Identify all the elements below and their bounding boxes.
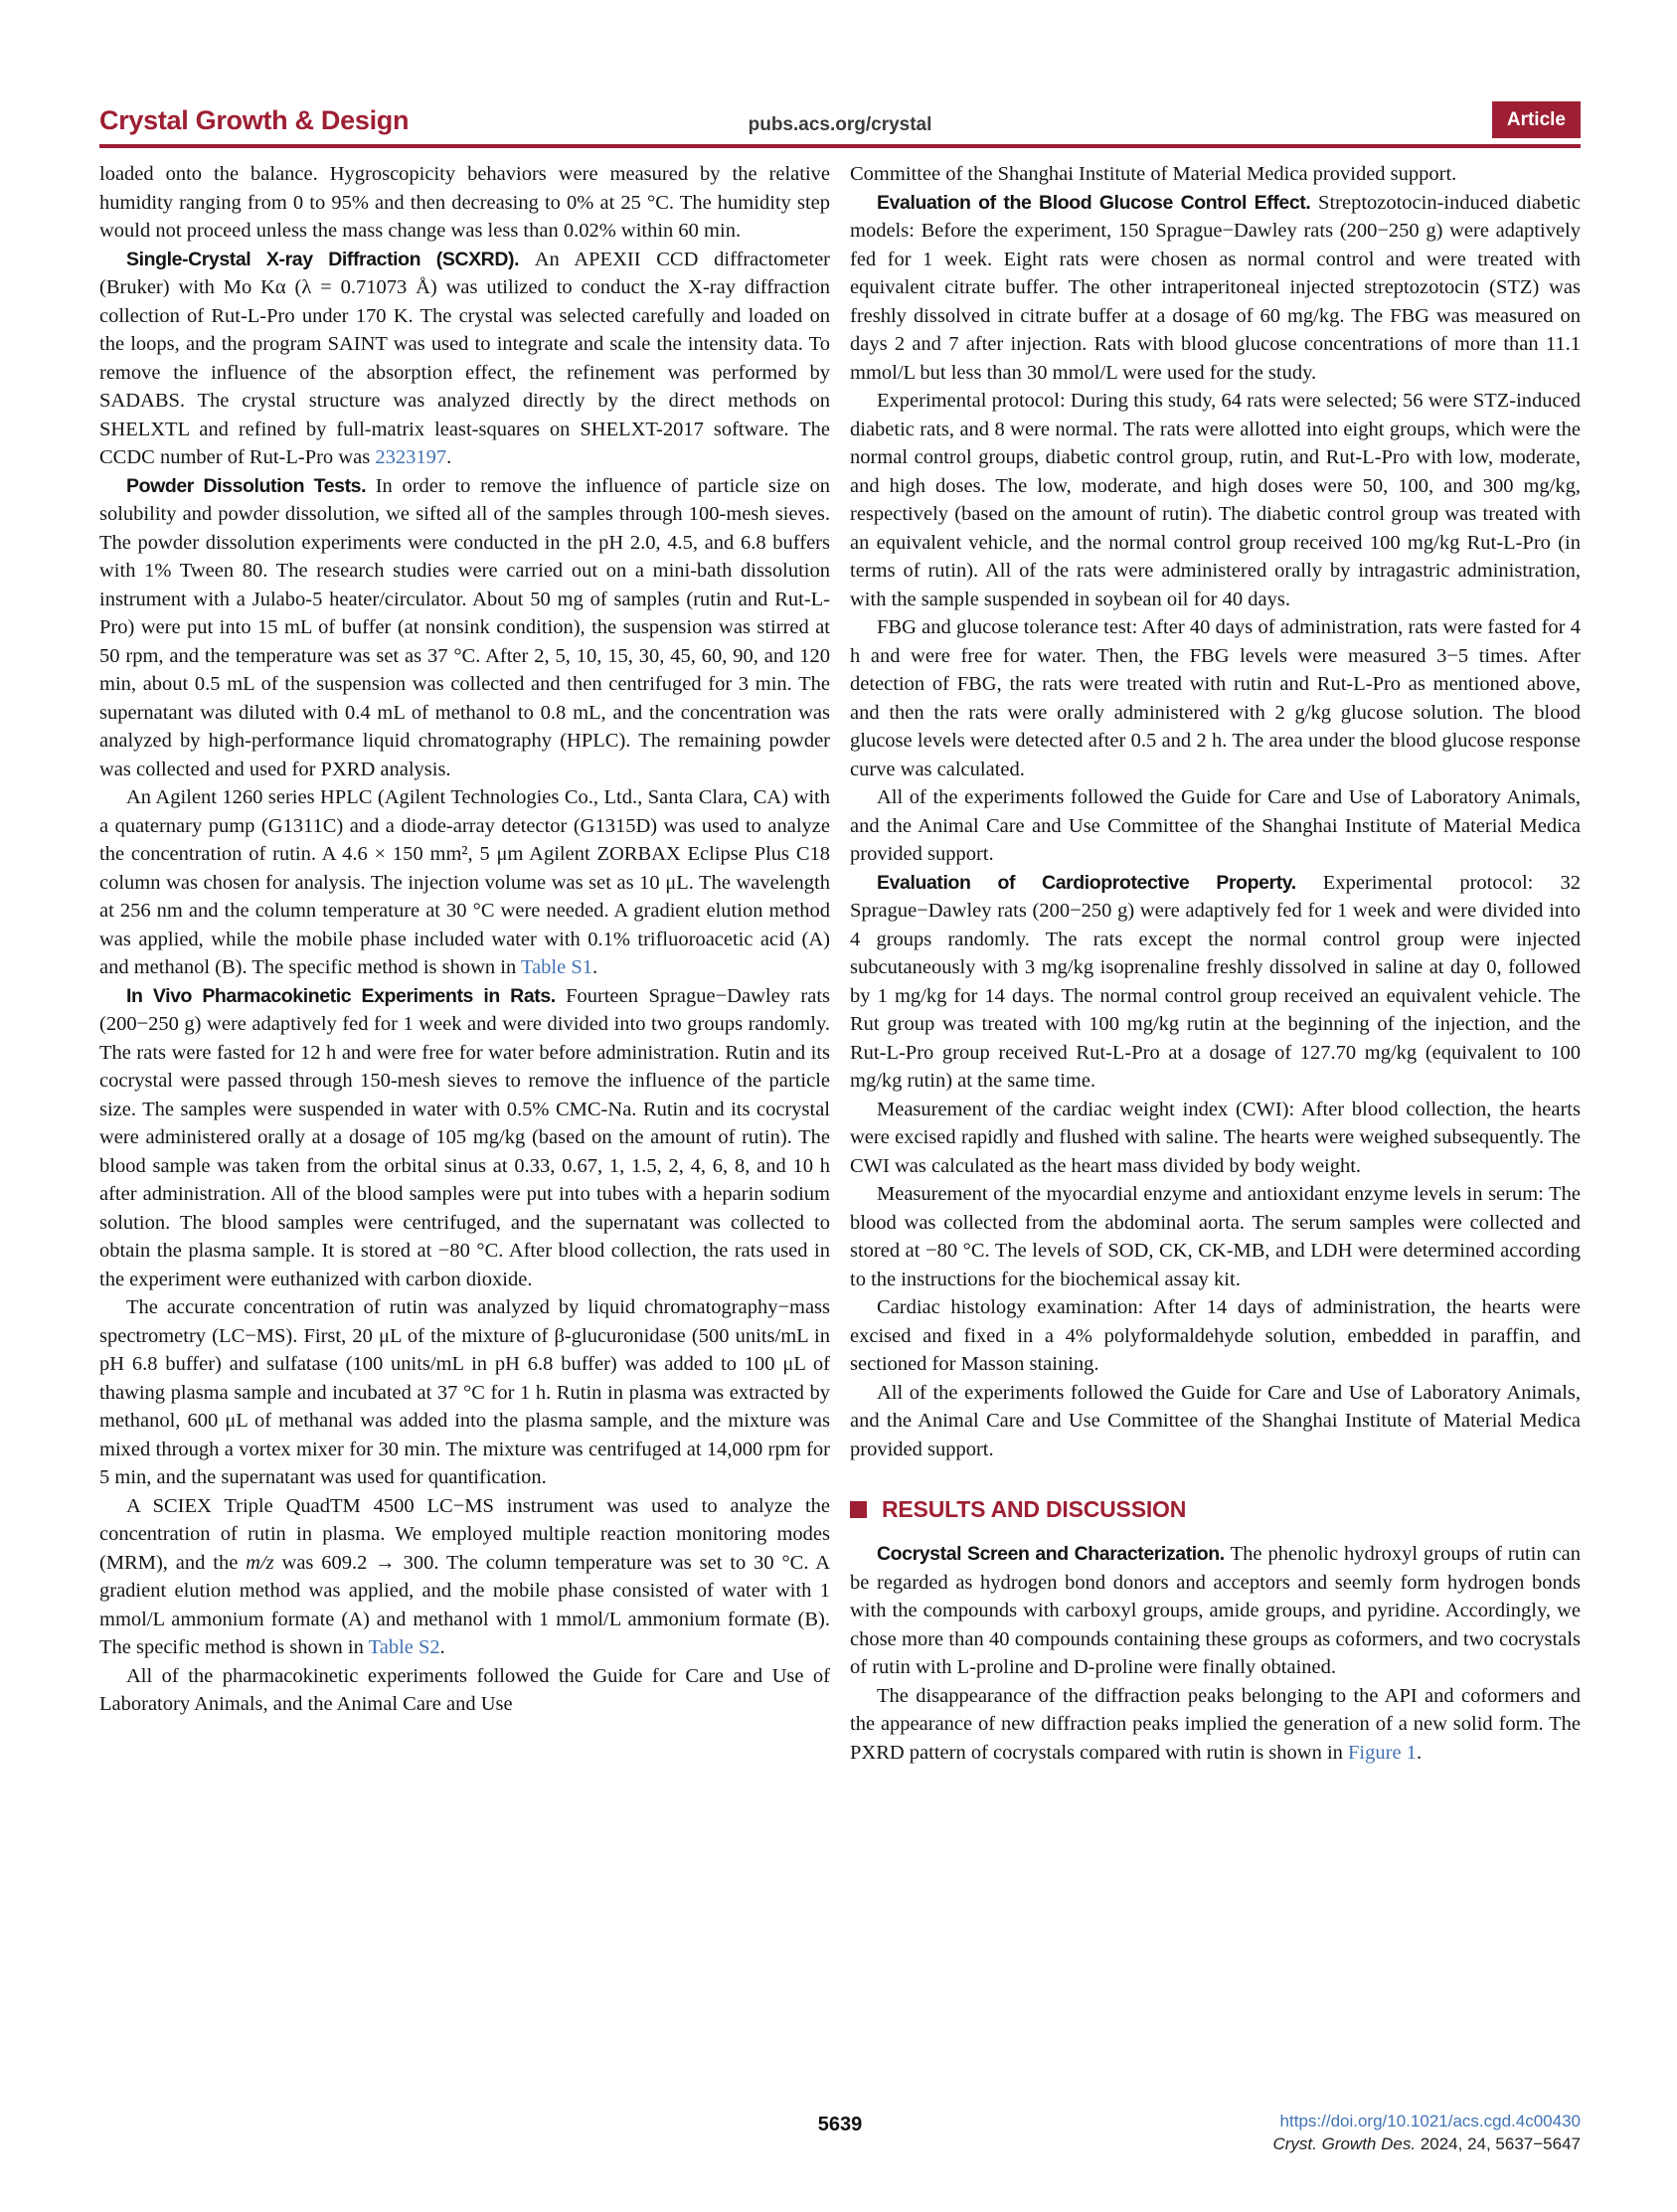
paragraph: [850, 869, 1581, 1096]
citation-journal-abbrev: Cryst. Growth Des.: [1272, 2134, 1417, 2153]
run-in-heading: Cocrystal Screen and Characterization.: [877, 1543, 1231, 1566]
body-text: .: [592, 956, 598, 978]
body-text: In order to remove the influence of particle size on solubility and powder dissolution, we sifted all of the samples through 100-mesh sieves. The powder dissolution experiments were conducted in the pH 2.0, 4.5, and 6.8 buffers with 1% Tween 80. The research studies were carried out on a mini-bath dissolution instrument with a Julabo-5 heater/circulator. About 50 mg of samples (rutin and Rut-L-Pro) were put into 15 mL of buffer (at nonsink condition), the suspension was stirred at 50 rpm, and the temperature was set as 37 °C. After 2, 5, 10, 15, 30, 45, 60, 90, and 120 min, about 0.5 mL of the suspension was collected and then centrifuged for 3 min. The supernatant was diluted with 0.4 mL of methanol to 0.8 mL, and the concentration was analyzed by high-performance liquid chromatography (HPLC). The remaining powder was collected and used for PXRD analysis.: [99, 474, 830, 780]
body-text: .: [446, 446, 452, 468]
body-text: .: [1416, 1741, 1423, 1764]
paragraph: [850, 160, 1581, 189]
paragraph: [99, 1293, 830, 1492]
body-text: A SCIEX Triple QuadTM 4500 LC−MS instrument was used to analyze the concentration of rutin in plasma. We employed multiple reaction monitoring modes (MRM), and the: [99, 1494, 830, 1574]
body-text: The accurate concentration of rutin was analyzed by liquid chromatography−mass spectrometry (LC−MS). First, 20 μL of the mixture of β-glucuronidase (500 units/mL in pH 6.8 buffer) and sulfatase (100 units/mL in pH 6.8 buffer) was added to 100 μL of thawing plasma sample and incubated at 37 °C for 1 h. Rutin in plasma was extracted by methanol, 600 μL of methanal was added into the plasma sample, and the mixture was mixed through a vortex mixer for 30 min. The mixture was centrifuged at 14,000 rpm for 5 min, and the supernatant was used for quantification.: [99, 1296, 830, 1488]
section-heading-text: RESULTS AND DISCUSSION: [882, 1496, 1187, 1522]
italic-text: m/z: [246, 1551, 274, 1574]
body-text: Committee of the Shanghai Institute of Material Medica provided support.: [850, 163, 1457, 185]
doi-link[interactable]: https://doi.org/10.1021/acs.cgd.4c00430: [1279, 2112, 1581, 2130]
body-text: Cardiac histology examination: After 14 days of administration, the hearts were excised and fixed in a 4% polyformaldehyde solution, embedded in paraffin, and sectioned for Masson staining.: [850, 1296, 1581, 1375]
run-in-heading: In Vivo Pharmacokinetic Experiments in Rats.: [126, 984, 567, 1007]
body-text: Fourteen Sprague−Dawley rats (200−250 g) were adaptively fed for 1 week and were divided into two groups randomly. The rats were fasted for 12 h and were free for water before administration. Rutin and its cocrystal were passed through 150-mesh sieves to remove the influence of the particle size. The samples were suspended in water with 0.5% CMC-Na. Rutin and its cocrystal were administered orally at a dosage of 105 mg/kg (based on the amount of rutin). The blood sample was taken from the orbital sinus at 0.33, 0.67, 1, 1.5, 2, 4, 6, 8, and 10 h after administration. All of the blood samples were put into tubes with a heparin sodium solution. The blood samples were centrifuged, and the supernatant was collected to obtain the plasma sample. It is stored at −80 °C. After blood collection, the rats used in the experiment were euthanized with carbon dioxide.: [99, 984, 830, 1290]
journal-site-url: pubs.acs.org/crystal: [748, 114, 932, 135]
paragraph: [99, 246, 830, 472]
inline-link[interactable]: Figure 1: [1348, 1741, 1417, 1764]
paragraph: [850, 189, 1581, 388]
run-in-heading: Single-Crystal X-ray Diffraction (SCXRD).: [126, 248, 535, 270]
inline-link[interactable]: Table S1: [520, 956, 592, 978]
run-in-heading: Evaluation of the Blood Glucose Control Effect.: [877, 191, 1319, 214]
inline-link[interactable]: Table S2: [368, 1636, 440, 1658]
citation-volume-pages: 2024, 24, 5637−5647: [1416, 2134, 1581, 2153]
page-footer: [99, 2110, 1581, 2169]
paragraph: [850, 613, 1581, 783]
two-column-body: [99, 160, 1581, 1767]
paragraph: [850, 1379, 1581, 1464]
footer-citation-block: [1272, 2110, 1581, 2155]
body-text: Measurement of the cardiac weight index (CWI): After blood collection, the hearts were excised rapidly and flushed with saline. The hearts were weighed subsequently. The CWI was calculated as the heart mass divided by body weight.: [850, 1098, 1581, 1177]
body-text: .: [439, 1636, 445, 1658]
paragraph: [99, 982, 830, 1294]
body-text: All of the pharmacokinetic experiments followed the Guide for Care and Use of Laboratory Animals, and the Animal Care and Use: [99, 1664, 830, 1715]
paragraph: [99, 160, 830, 246]
paragraph: [99, 783, 830, 982]
paragraph: [850, 1682, 1581, 1768]
body-text: An Agilent 1260 series HPLC (Agilent Technologies Co., Ltd., Santa Clara, CA) with a quaternary pump (G1311C) and a diode-array detector (G1315D) was used to analyze the concentration of rutin. A 4.6 × 150 mm², 5 μm Agilent ZORBAX Eclipse Plus C18 column was chosen for analysis. The injection volume was set as 10 μL. The wavelength at 256 nm and the column temperature at 30 °C were needed. A gradient elution method was applied, while the mobile phase included water with 0.1% trifluoroacetic acid (A) and methanol (B). The specific method is shown in: [99, 786, 830, 978]
body-text: All of the experiments followed the Guide for Care and Use of Laboratory Animals, and the Animal Care and Use Committee of the Shanghai Institute of Material Medica provided support.: [850, 786, 1581, 865]
run-in-heading: Powder Dissolution Tests.: [126, 474, 376, 497]
section-heading: [850, 1497, 1581, 1522]
page-number: 5639: [817, 2114, 863, 2135]
paragraph: [850, 1096, 1581, 1181]
body-text: Experimental protocol: During this study, 64 rats were selected; 56 were STZ-induced diabetic rats, and 8 were normal. The rats were allotted into eight groups, which were the normal control groups, diabetic control group, rutin, and Rut-L-Pro with low, moderate, and high doses. The low, moderate, and high doses were 50, 100, and 300 mg/kg, respectively (based on the amount of rutin). The diabetic control group was treated with an equivalent vehicle, and the normal control group received 100 mg/kg Rut-L-Pro (in terms of rutin). All of the rats were administered orally by intragastric administration, with the sample suspended in soybean oil for 40 days.: [850, 390, 1581, 610]
paragraph: [99, 472, 830, 784]
body-text: FBG and glucose tolerance test: After 40 days of administration, rats were fasted for 4 h and were free for water. Then, the FBG levels were measured 3−5 times. After detection of FBG, the rats were treated with rutin and Rut-L-Pro as mentioned above, and then the rats were orally administered with 2 g/kg glucose solution. The blood glucose levels were detected after 0.5 and 2 h. The area under the blood glucose response curve was calculated.: [850, 616, 1581, 780]
body-text: Streptozotocin-induced diabetic models: Before the experiment, 150 Sprague−Dawley rats (200−250 g) were adaptively fed for 1 week. Eight rats were chosen as normal control and were treated with equivalent citrate buffer. The other intraperitoneal injected streptozotocin (STZ) was freshly dissolved in citrate buffer at a dosage of 60 mg/kg. The FBG was measured on days 2 and 7 after injection. Rats with blood glucose concentrations of more than 11.1 mmol/L but less than 30 mmol/L were used for the study.: [850, 191, 1581, 384]
paragraph: [850, 1293, 1581, 1379]
header-row: [99, 101, 1581, 148]
inline-link[interactable]: 2323197: [375, 446, 447, 468]
page-header: [99, 101, 1581, 148]
body-text: loaded onto the balance. Hygroscopicity behaviors were measured by the relative humidity ranging from 0 to 95% and then decreasing to 0% at 25 °C. The humidity step would not proceed unless the mass change was less than 0.02% within 60 min.: [99, 163, 830, 242]
body-text: An APEXII CCD diffractometer (Bruker) with Mo Kα (λ = 0.71073 Å) was utilized to conduct the X-ray diffraction collection of Rut-L-Pro under 170 K. The crystal was selected carefully and loaded on the loops, and the program SAINT was used to integrate and scale the intensity data. To remove the influence of the absorption effect, the refinement was performed by SADABS. The crystal structure was analyzed directly by the direct methods on SHELXTL and refined by full-matrix least-squares on SHELXT-2017 software. The CCDC number of Rut-L-Pro was: [99, 248, 830, 468]
body-text: Measurement of the myocardial enzyme and antioxidant enzyme levels in serum: The blood was collected from the abdominal aorta. The serum samples were collected and stored at −80 °C. The levels of SOD, CK, CK-MB, and LDH were determined according to the instructions for the biochemical assay kit.: [850, 1183, 1581, 1290]
body-text: Experimental protocol: 32 Sprague−Dawley rats (200−250 g) were adaptively fed for 1 week and were divided into 4 groups randomly. The rats except the normal control group were injected subcutaneously with 3 mg/kg isoprenaline freshly dissolved in saline at day 0, followed by 1 mg/kg for 14 days. The normal control group received an equivalent vehicle. The Rut group was treated with 100 mg/kg rutin at the beginning of the injection, and the Rut-L-Pro group received Rut-L-Pro at a dosage of 127.70 mg/kg (equivalent to 100 mg/kg rutin) at the same time.: [850, 871, 1581, 1092]
run-in-heading: Evaluation of Cardioprotective Property.: [877, 871, 1323, 894]
journal-title: Crystal Growth & Design: [99, 105, 410, 135]
body-text: All of the experiments followed the Guide for Care and Use of Laboratory Animals, and the Animal Care and Use Committee of the Shanghai Institute of Material Medica provided support.: [850, 1381, 1581, 1460]
paragraph: [850, 1180, 1581, 1293]
body-text: The disappearance of the diffraction peaks belonging to the API and coformers and the appearance of new diffraction peaks implied the generation of a new solid form. The PXRD pattern of cocrystals compared with rutin is shown in: [850, 1684, 1581, 1764]
section-square-icon: [850, 1501, 867, 1518]
body-text: The phenolic hydroxyl groups of rutin can be regarded as hydrogen bond donors and acceptors and seemly form hydrogen bonds with the compounds with carboxyl groups, amide groups, and pyridine. Accordingly, we chose more than 40 compounds containing these groups as coformers, and two cocrystals of rutin with L-proline and D-proline were finally obtained.: [850, 1543, 1581, 1679]
paragraph: [850, 783, 1581, 869]
journal-citation: [1272, 2134, 1581, 2153]
paragraph: [99, 1492, 830, 1662]
article-type-badge: Article: [1492, 101, 1581, 138]
body-text: was 609.2 → 300. The column temperature was set to 30 °C. A gradient elution method was applied, and the mobile phase consisted of water with 1 mmol/L ammonium formate (A) and methanol with 1 mmol/L ammonium formate (B). The specific method is shown in: [99, 1551, 830, 1658]
paragraph: [99, 1662, 830, 1719]
column-right: [850, 160, 1581, 1767]
column-left: [99, 160, 830, 1767]
paragraph: [850, 1540, 1581, 1682]
paragraph: [850, 387, 1581, 613]
